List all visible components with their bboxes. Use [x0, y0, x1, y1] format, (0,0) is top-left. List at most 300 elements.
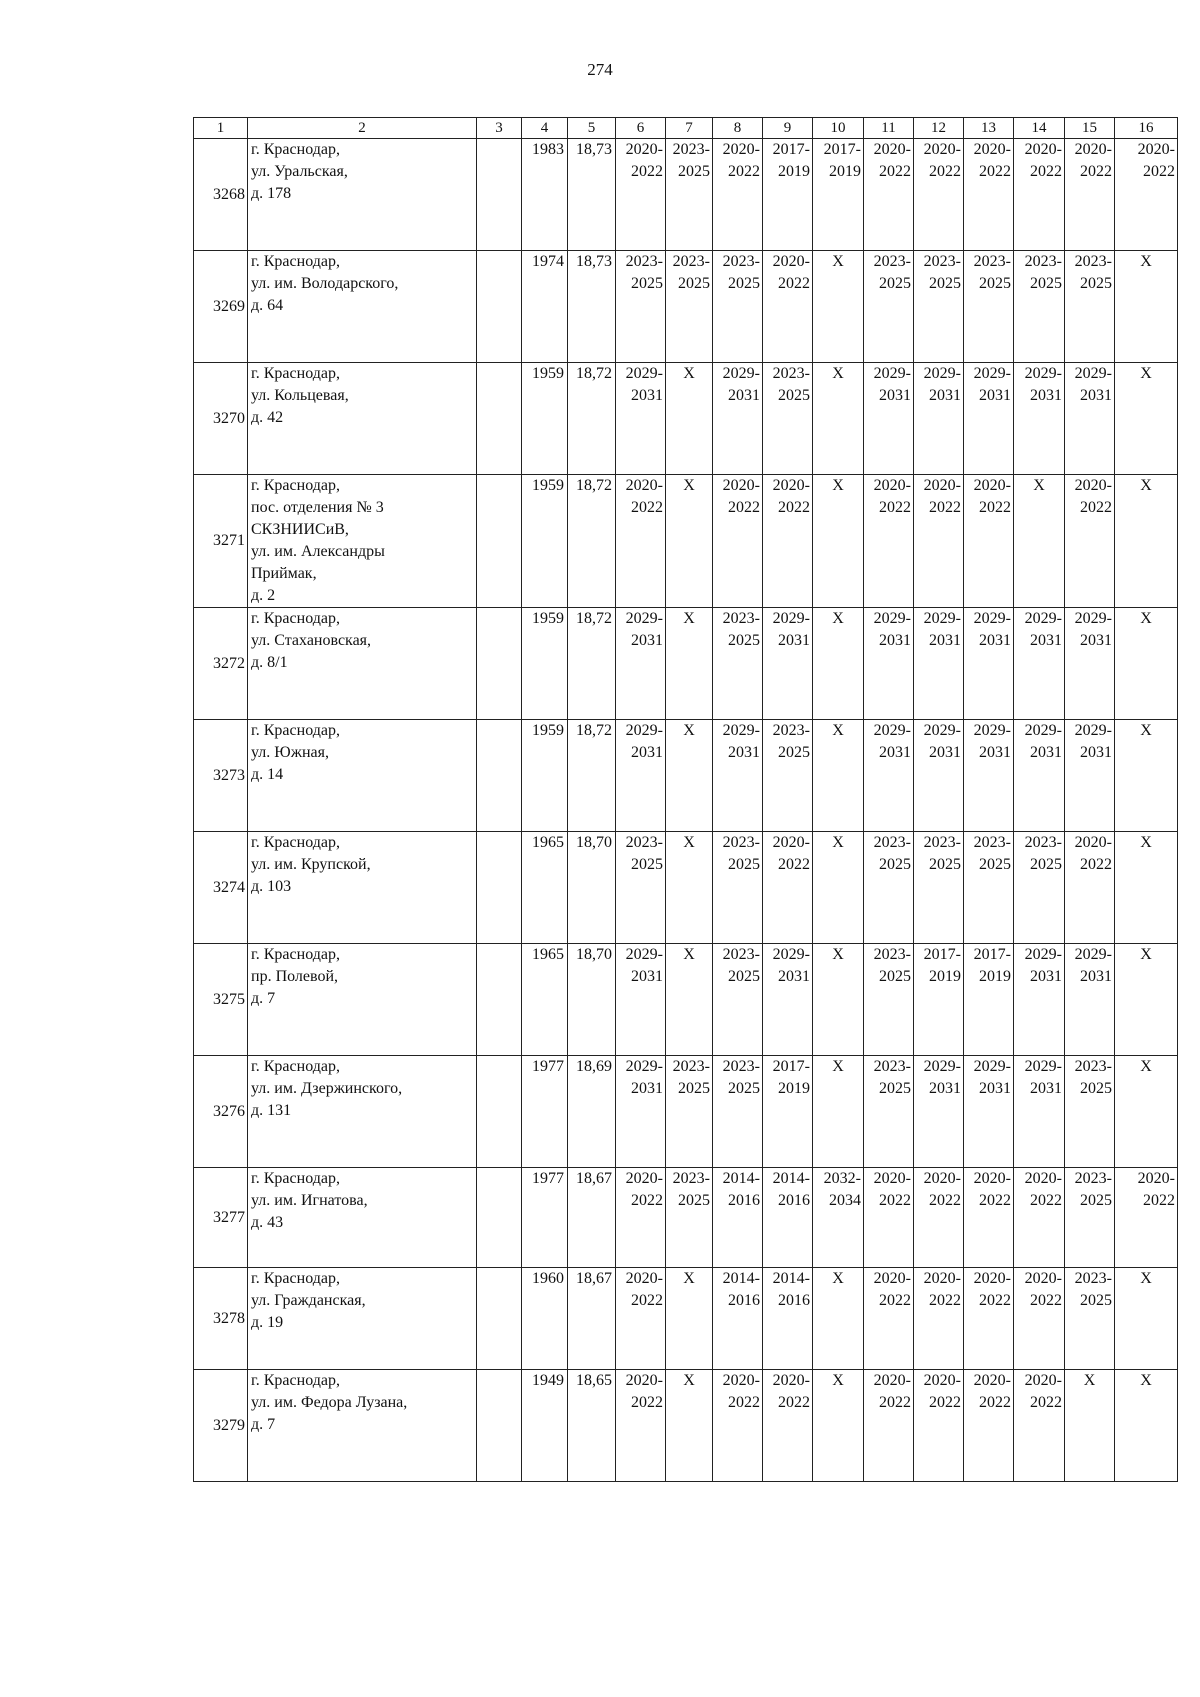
period-line: 2029-: [1024, 722, 1062, 739]
period-line: 2029-: [1024, 610, 1062, 627]
period-line: 2025: [728, 856, 760, 873]
period-cell: [1115, 1056, 1178, 1168]
not-applicable-mark: Х: [1083, 1372, 1096, 1389]
period-line: 2025: [778, 744, 810, 761]
period-cell: [813, 1056, 864, 1168]
period-line: 2020-: [722, 1372, 760, 1389]
period-line: 2020-: [923, 1270, 961, 1287]
year-cell: 1960: [522, 1268, 568, 1370]
registry-table: [193, 117, 1178, 1482]
period-line: 2031: [1080, 744, 1112, 761]
period-line: 2025: [979, 275, 1011, 292]
period-line: 2022: [778, 1394, 810, 1411]
period-cell: [813, 1168, 864, 1268]
table-row: [194, 608, 1178, 720]
period-line: 2020-: [1074, 477, 1112, 494]
table-row: [194, 832, 1178, 944]
not-applicable-mark: Х: [1140, 1058, 1152, 1075]
period-cell: [964, 944, 1014, 1056]
year-cell: 1977: [522, 1168, 568, 1268]
period-line: 2031: [1080, 387, 1112, 404]
address-line: г. Краснодар,: [251, 1270, 340, 1287]
address-line: г. Краснодар,: [251, 141, 340, 158]
period-line: 2023-: [873, 1058, 911, 1075]
period-line: 2034: [829, 1192, 861, 1209]
period-cell: [763, 944, 813, 1056]
period-cell: [1014, 475, 1065, 608]
address-line: пос. отделения № 3: [251, 499, 384, 516]
table-row: [194, 1268, 1178, 1370]
period-line: 2031: [728, 387, 760, 404]
period-line: 2023-: [625, 253, 663, 270]
period-line: 2019: [829, 163, 861, 180]
period-cell: [713, 363, 763, 475]
period-line: 2020-: [873, 141, 911, 158]
period-line: 2031: [879, 744, 911, 761]
period-line: 2020-: [873, 1372, 911, 1389]
period-line: 2020-: [625, 141, 663, 158]
address-cell: [248, 251, 477, 363]
period-line: 2020-: [973, 1372, 1011, 1389]
period-cell: [713, 944, 763, 1056]
period-line: 2020-: [722, 477, 760, 494]
period-line: 2020-: [923, 1372, 961, 1389]
address-line: ул. им. Игнатова,: [251, 1192, 368, 1209]
period-line: 2022: [1030, 163, 1062, 180]
address-line: ул. им. Володарского,: [251, 275, 399, 292]
value-cell: 18,67: [568, 1268, 616, 1370]
period-line: 2019: [778, 163, 810, 180]
period-line: 2025: [929, 856, 961, 873]
period-line: 2023-: [923, 253, 961, 270]
period-line: 2031: [778, 632, 810, 649]
column-header: 7: [666, 118, 713, 139]
period-line: 2029-: [1074, 722, 1112, 739]
period-cell: [1014, 1370, 1065, 1482]
column-header: 6: [616, 118, 666, 139]
not-applicable-mark: Х: [1140, 253, 1152, 270]
period-line: 2016: [778, 1292, 810, 1309]
period-line: 2017-: [973, 946, 1011, 963]
period-line: 2022: [631, 499, 663, 516]
period-cell: [616, 139, 666, 251]
address-line: ул. Южная,: [251, 744, 329, 761]
period-line: 2020-: [722, 141, 760, 158]
period-line: 2022: [1143, 163, 1175, 180]
value-cell: 18,72: [568, 608, 616, 720]
column-3-cell: [477, 139, 522, 251]
period-line: 2032-: [823, 1170, 861, 1187]
period-cell: [1014, 251, 1065, 363]
period-line: 2020-: [625, 1170, 663, 1187]
period-cell: [666, 139, 713, 251]
not-applicable-mark: Х: [683, 946, 695, 963]
not-applicable-mark: Х: [832, 610, 844, 627]
period-line: 2022: [879, 163, 911, 180]
address-line: д. 8/1: [251, 654, 288, 671]
not-applicable-mark: Х: [1140, 365, 1152, 382]
period-cell: [616, 475, 666, 608]
period-cell: [763, 1370, 813, 1482]
address-line: ул. Кольцевая,: [251, 387, 349, 404]
period-cell: [1115, 475, 1178, 608]
column-3-cell: [477, 363, 522, 475]
period-cell: [1115, 251, 1178, 363]
period-line: 2029-: [1024, 946, 1062, 963]
period-cell: [964, 832, 1014, 944]
address-line: г. Краснодар,: [251, 610, 340, 627]
not-applicable-mark: Х: [832, 722, 844, 739]
period-line: 2025: [879, 1080, 911, 1097]
period-cell: [1014, 944, 1065, 1056]
address-line: ул. Уральская,: [251, 163, 348, 180]
period-line: 2029-: [973, 1058, 1011, 1075]
period-line: 2017-: [772, 1058, 810, 1075]
period-line: 2020-: [1074, 141, 1112, 158]
period-cell: [1115, 720, 1178, 832]
period-cell: [914, 1370, 964, 1482]
address-line: д. 178: [251, 185, 292, 202]
address-cell: [248, 944, 477, 1056]
period-line: 2029-: [1074, 946, 1112, 963]
period-line: 2022: [1030, 1292, 1062, 1309]
period-cell: [1065, 251, 1115, 363]
period-cell: [763, 720, 813, 832]
period-cell: [914, 832, 964, 944]
period-cell: [1065, 139, 1115, 251]
address-line: СКЗНИИСиВ,: [251, 521, 349, 538]
period-cell: [864, 1168, 914, 1268]
period-cell: [1065, 1268, 1115, 1370]
address-line: ул. им. Крупской,: [251, 856, 371, 873]
period-line: 2025: [1080, 1292, 1112, 1309]
period-cell: [1115, 1268, 1178, 1370]
period-line: 2022: [1080, 163, 1112, 180]
column-header: 4: [522, 118, 568, 139]
period-cell: [1115, 608, 1178, 720]
value-cell: 18,73: [568, 251, 616, 363]
year-cell: 1965: [522, 832, 568, 944]
period-cell: [1115, 139, 1178, 251]
period-line: 2031: [1030, 968, 1062, 985]
period-cell: [616, 363, 666, 475]
period-line: 2025: [929, 275, 961, 292]
period-line: 2017-: [823, 141, 861, 158]
period-cell: [864, 944, 914, 1056]
period-line: 2023-: [722, 946, 760, 963]
address-line: д. 131: [251, 1102, 292, 1119]
period-line: 2031: [879, 632, 911, 649]
period-cell: [864, 139, 914, 251]
period-line: 2023-: [1024, 253, 1062, 270]
address-line: г. Краснодар,: [251, 1372, 340, 1389]
not-applicable-mark: Х: [832, 834, 844, 851]
period-line: 2025: [678, 1192, 710, 1209]
year-cell: 1977: [522, 1056, 568, 1168]
period-line: 2031: [929, 744, 961, 761]
row-number-cell: 3270: [194, 363, 248, 475]
period-line: 2025: [728, 632, 760, 649]
period-cell: [666, 832, 713, 944]
period-cell: [914, 251, 964, 363]
value-cell: 18,65: [568, 1370, 616, 1482]
period-line: 2020-: [923, 141, 961, 158]
year-cell: 1983: [522, 139, 568, 251]
period-line: 2029-: [625, 610, 663, 627]
address-line: Приймак,: [251, 565, 317, 582]
period-line: 2029-: [973, 365, 1011, 382]
period-cell: [666, 1056, 713, 1168]
not-applicable-mark: Х: [683, 834, 695, 851]
not-applicable-mark: Х: [1033, 477, 1045, 494]
address-line: ул. им. Федора Лузана,: [251, 1394, 408, 1411]
period-line: 2014-: [772, 1170, 810, 1187]
period-line: 2025: [879, 968, 911, 985]
period-line: 2022: [979, 1192, 1011, 1209]
period-line: 2031: [929, 387, 961, 404]
column-header: 9: [763, 118, 813, 139]
period-cell: [616, 832, 666, 944]
value-cell: 18,70: [568, 944, 616, 1056]
column-3-cell: [477, 475, 522, 608]
period-cell: [666, 251, 713, 363]
period-line: 2020-: [1024, 1270, 1062, 1287]
address-line: г. Краснодар,: [251, 253, 340, 270]
column-3-cell: [477, 1370, 522, 1482]
period-line: 2022: [929, 499, 961, 516]
not-applicable-mark: Х: [683, 722, 695, 739]
period-cell: [763, 363, 813, 475]
period-line: 2023-: [672, 253, 710, 270]
period-line: 2025: [778, 387, 810, 404]
period-line: 2022: [631, 1192, 663, 1209]
period-line: 2029-: [923, 1058, 961, 1075]
period-line: 2031: [979, 744, 1011, 761]
row-number-cell: 3272: [194, 608, 248, 720]
not-applicable-mark: Х: [683, 1270, 695, 1287]
period-cell: [1014, 1268, 1065, 1370]
address-cell: [248, 475, 477, 608]
period-line: 2025: [1080, 275, 1112, 292]
period-line: 2031: [631, 1080, 663, 1097]
period-line: 2023-: [625, 834, 663, 851]
table-row: [194, 944, 1178, 1056]
value-cell: 18,69: [568, 1056, 616, 1168]
period-line: 2022: [879, 499, 911, 516]
period-cell: [1065, 720, 1115, 832]
period-cell: [666, 475, 713, 608]
period-line: 2022: [879, 1192, 911, 1209]
period-line: 2029-: [973, 722, 1011, 739]
period-cell: [864, 363, 914, 475]
period-cell: [666, 608, 713, 720]
not-applicable-mark: Х: [832, 946, 844, 963]
not-applicable-mark: Х: [832, 477, 844, 494]
period-cell: [666, 1168, 713, 1268]
period-cell: [616, 608, 666, 720]
period-line: 2020-: [772, 477, 810, 494]
period-line: 2029-: [873, 610, 911, 627]
period-cell: [964, 475, 1014, 608]
period-cell: [616, 1370, 666, 1482]
period-cell: [1115, 1168, 1178, 1268]
period-line: 2029-: [625, 365, 663, 382]
period-cell: [864, 475, 914, 608]
period-line: 2022: [778, 499, 810, 516]
value-cell: 18,67: [568, 1168, 616, 1268]
period-line: 2020-: [625, 1270, 663, 1287]
period-cell: [914, 139, 964, 251]
period-line: 2029-: [873, 365, 911, 382]
not-applicable-mark: Х: [1140, 946, 1152, 963]
column-header: 15: [1065, 118, 1115, 139]
not-applicable-mark: Х: [1140, 722, 1152, 739]
column-3-cell: [477, 251, 522, 363]
period-line: 2019: [778, 1080, 810, 1097]
period-line: 2023-: [1074, 1170, 1112, 1187]
period-cell: [713, 1370, 763, 1482]
period-line: 2020-: [923, 1170, 961, 1187]
period-cell: [864, 251, 914, 363]
row-number-cell: 3278: [194, 1268, 248, 1370]
period-line: 2025: [1080, 1192, 1112, 1209]
period-line: 2029-: [923, 610, 961, 627]
period-line: 2025: [728, 968, 760, 985]
year-cell: 1959: [522, 363, 568, 475]
address-line: ул. Стахановская,: [251, 632, 372, 649]
period-line: 2023-: [672, 1170, 710, 1187]
period-cell: [616, 251, 666, 363]
column-header: 1: [194, 118, 248, 139]
period-cell: [1065, 832, 1115, 944]
period-line: 2029-: [625, 946, 663, 963]
period-line: 2020-: [1024, 141, 1062, 158]
not-applicable-mark: Х: [832, 1058, 844, 1075]
period-line: 2029-: [772, 610, 810, 627]
column-header: 16: [1115, 118, 1178, 139]
period-line: 2020-: [772, 834, 810, 851]
period-line: 2031: [879, 387, 911, 404]
table-row: [194, 1056, 1178, 1168]
column-header-row: [194, 118, 1178, 139]
period-cell: [813, 832, 864, 944]
table-row: [194, 1370, 1178, 1482]
period-line: 2022: [979, 1292, 1011, 1309]
period-line: 2029-: [772, 946, 810, 963]
period-line: 2025: [728, 1080, 760, 1097]
not-applicable-mark: Х: [832, 253, 844, 270]
address-line: д. 42: [251, 409, 284, 426]
not-applicable-mark: Х: [832, 1270, 844, 1287]
period-line: 2022: [979, 163, 1011, 180]
column-3-cell: [477, 1056, 522, 1168]
not-applicable-mark: Х: [1140, 1372, 1152, 1389]
period-line: 2031: [979, 1080, 1011, 1097]
period-line: 2016: [778, 1192, 810, 1209]
period-cell: [813, 720, 864, 832]
period-line: 2022: [728, 499, 760, 516]
table-body: [194, 118, 1178, 1482]
period-line: 2023-: [873, 834, 911, 851]
table-row: [194, 363, 1178, 475]
period-line: 2022: [631, 163, 663, 180]
period-cell: [964, 251, 1014, 363]
address-line: д. 7: [251, 1416, 276, 1433]
column-header: 8: [713, 118, 763, 139]
period-cell: [914, 1056, 964, 1168]
period-line: 2022: [929, 1292, 961, 1309]
period-cell: [914, 608, 964, 720]
period-line: 2022: [929, 1394, 961, 1411]
address-cell: [248, 608, 477, 720]
period-line: 2023-: [772, 365, 810, 382]
period-line: 2031: [1030, 744, 1062, 761]
period-cell: [763, 1268, 813, 1370]
period-line: 2020-: [1074, 834, 1112, 851]
period-cell: [964, 363, 1014, 475]
period-cell: [864, 1370, 914, 1482]
column-3-cell: [477, 1268, 522, 1370]
period-cell: [1065, 1168, 1115, 1268]
period-cell: [666, 363, 713, 475]
period-line: 2022: [1143, 1192, 1175, 1209]
period-cell: [763, 832, 813, 944]
address-line: г. Краснодар,: [251, 722, 340, 739]
value-cell: 18,73: [568, 139, 616, 251]
row-number-cell: 3274: [194, 832, 248, 944]
period-line: 2025: [678, 275, 710, 292]
period-cell: [666, 1370, 713, 1482]
period-cell: [914, 1168, 964, 1268]
period-line: 2020-: [973, 1270, 1011, 1287]
address-line: д. 103: [251, 878, 292, 895]
period-cell: [763, 608, 813, 720]
period-line: 2014-: [722, 1270, 760, 1287]
period-line: 2020-: [973, 1170, 1011, 1187]
period-line: 2031: [728, 744, 760, 761]
address-cell: [248, 1056, 477, 1168]
period-line: 2031: [631, 387, 663, 404]
column-3-cell: [477, 1168, 522, 1268]
period-cell: [666, 944, 713, 1056]
address-cell: [248, 363, 477, 475]
period-cell: [1014, 139, 1065, 251]
period-line: 2022: [879, 1394, 911, 1411]
period-cell: [1014, 1056, 1065, 1168]
period-line: 2029-: [1074, 365, 1112, 382]
value-cell: 18,72: [568, 475, 616, 608]
period-line: 2023-: [923, 834, 961, 851]
period-line: 2020-: [1024, 1372, 1062, 1389]
address-line: д. 14: [251, 766, 284, 783]
period-cell: [713, 139, 763, 251]
period-line: 2022: [929, 1192, 961, 1209]
period-line: 2014-: [772, 1270, 810, 1287]
period-line: 2025: [631, 275, 663, 292]
period-line: 2020-: [873, 477, 911, 494]
year-cell: 1965: [522, 944, 568, 1056]
not-applicable-mark: Х: [683, 610, 695, 627]
period-line: 2016: [728, 1192, 760, 1209]
period-cell: [864, 1056, 914, 1168]
column-3-cell: [477, 832, 522, 944]
column-header: 2: [248, 118, 477, 139]
address-line: г. Краснодар,: [251, 1170, 340, 1187]
not-applicable-mark: Х: [683, 477, 695, 494]
period-cell: [864, 720, 914, 832]
period-cell: [1065, 1370, 1115, 1482]
table-row: [194, 1168, 1178, 1268]
